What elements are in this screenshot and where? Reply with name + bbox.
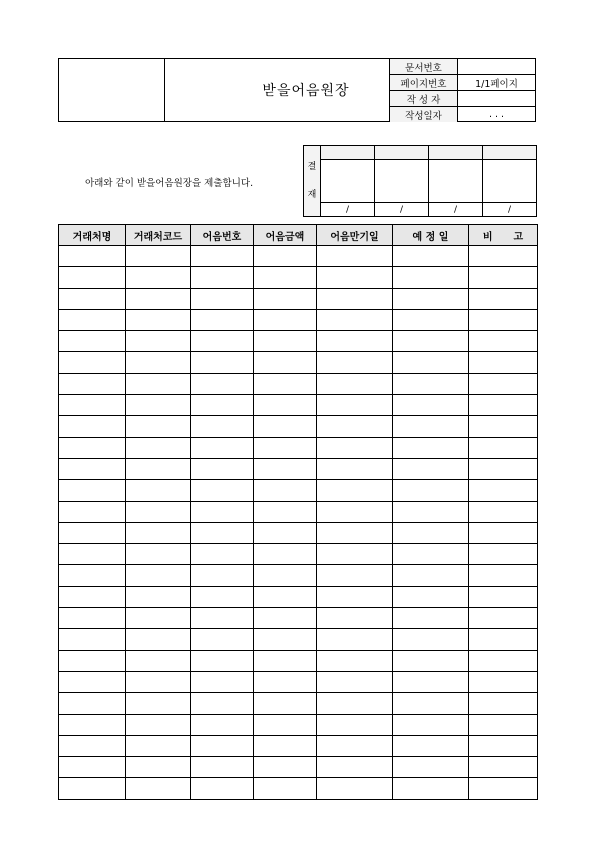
table-row [59, 629, 538, 650]
column-header-note-number: 어음번호 [191, 225, 254, 246]
approval-date-cell[interactable]: / [483, 203, 537, 217]
table-cell[interactable] [126, 458, 191, 479]
table-cell[interactable] [191, 331, 254, 352]
meta-label: 작 성 자 [390, 91, 458, 107]
table-cell[interactable] [393, 309, 469, 330]
table-cell[interactable] [59, 522, 126, 543]
table-cell[interactable] [317, 522, 393, 543]
table-cell[interactable] [254, 246, 317, 267]
table-cell[interactable] [59, 608, 126, 629]
table-cell[interactable] [254, 650, 317, 671]
table-cell[interactable] [59, 565, 126, 586]
table-cell[interactable] [126, 586, 191, 607]
ledger-table [58, 224, 538, 800]
table-cell[interactable] [59, 714, 126, 735]
table-cell[interactable] [469, 288, 538, 309]
table-cell[interactable] [393, 629, 469, 650]
table-cell[interactable] [393, 416, 469, 437]
approval-side-top: 결 [307, 162, 317, 172]
table-row [59, 735, 538, 756]
table-cell[interactable] [393, 501, 469, 522]
table-cell[interactable] [469, 586, 538, 607]
table-cell[interactable] [126, 416, 191, 437]
table-cell[interactable] [469, 671, 538, 692]
column-header-client-name: 거래처명 [59, 225, 126, 246]
table-row [59, 373, 538, 394]
table-cell[interactable] [469, 522, 538, 543]
approval-date-cell[interactable]: / [321, 203, 375, 217]
table-cell[interactable] [317, 693, 393, 714]
table-cell[interactable] [191, 458, 254, 479]
table-cell[interactable] [393, 458, 469, 479]
meta-row [390, 59, 536, 75]
table-row [59, 565, 538, 586]
table-cell[interactable] [254, 735, 317, 756]
table-cell[interactable] [126, 522, 191, 543]
table-row [59, 693, 538, 714]
table-cell[interactable] [317, 629, 393, 650]
table-cell[interactable] [254, 586, 317, 607]
table-cell[interactable] [393, 288, 469, 309]
table-cell[interactable] [254, 522, 317, 543]
table-cell[interactable] [393, 544, 469, 565]
meta-label: 작성일자 [390, 107, 458, 123]
table-cell[interactable] [393, 565, 469, 586]
table-row [59, 544, 538, 565]
meta-value-doc-number[interactable] [458, 59, 536, 75]
table-cell[interactable] [317, 586, 393, 607]
table-row [59, 608, 538, 629]
table-cell[interactable] [393, 522, 469, 543]
approver-title-cell[interactable] [483, 146, 537, 160]
ledger-header-row [59, 225, 538, 246]
table-cell[interactable] [191, 373, 254, 394]
table-cell[interactable] [191, 544, 254, 565]
table-cell[interactable] [469, 629, 538, 650]
table-cell[interactable] [126, 331, 191, 352]
table-cell[interactable] [469, 778, 538, 799]
table-cell[interactable] [59, 671, 126, 692]
table-cell[interactable] [59, 693, 126, 714]
table-cell[interactable] [254, 565, 317, 586]
table-cell[interactable] [59, 480, 126, 501]
table-cell[interactable] [254, 714, 317, 735]
table-cell[interactable] [469, 480, 538, 501]
table-cell[interactable] [191, 735, 254, 756]
table-cell[interactable] [317, 714, 393, 735]
table-cell[interactable] [254, 458, 317, 479]
table-cell[interactable] [254, 352, 317, 373]
table-cell[interactable] [254, 331, 317, 352]
table-cell[interactable] [469, 352, 538, 373]
table-cell[interactable] [254, 267, 317, 288]
meta-row [390, 75, 536, 91]
document-meta-table [389, 59, 535, 122]
table-cell[interactable] [317, 501, 393, 522]
table-cell[interactable] [126, 267, 191, 288]
table-cell[interactable] [469, 565, 538, 586]
table-cell[interactable] [469, 714, 538, 735]
logo-area [59, 59, 165, 121]
table-cell[interactable] [191, 246, 254, 267]
table-cell[interactable] [191, 671, 254, 692]
table-cell[interactable] [59, 735, 126, 756]
table-cell[interactable] [469, 458, 538, 479]
table-cell[interactable] [317, 650, 393, 671]
meta-value-date[interactable]: . . . [458, 107, 536, 123]
table-cell[interactable] [126, 693, 191, 714]
table-cell[interactable] [469, 544, 538, 565]
table-cell[interactable] [393, 693, 469, 714]
table-cell[interactable] [469, 501, 538, 522]
table-cell[interactable] [191, 693, 254, 714]
table-cell[interactable] [317, 352, 393, 373]
table-row [59, 267, 538, 288]
table-cell[interactable] [191, 352, 254, 373]
table-row [59, 309, 538, 330]
table-row [59, 246, 538, 267]
table-cell[interactable] [254, 288, 317, 309]
table-cell[interactable] [393, 778, 469, 799]
table-row [59, 395, 538, 416]
table-cell[interactable] [317, 608, 393, 629]
table-cell[interactable] [126, 480, 191, 501]
table-row [59, 458, 538, 479]
table-cell[interactable] [254, 437, 317, 458]
table-cell[interactable] [254, 416, 317, 437]
column-header-client-code: 거래처코드 [126, 225, 191, 246]
table-cell[interactable] [254, 395, 317, 416]
table-cell[interactable] [393, 650, 469, 671]
table-cell[interactable] [393, 267, 469, 288]
table-cell[interactable] [254, 608, 317, 629]
table-cell[interactable] [393, 437, 469, 458]
table-cell[interactable] [469, 416, 538, 437]
table-cell[interactable] [126, 395, 191, 416]
table-row [59, 522, 538, 543]
table-cell[interactable] [126, 757, 191, 778]
table-cell[interactable] [59, 309, 126, 330]
approver-title-cell[interactable] [321, 146, 375, 160]
table-cell[interactable] [317, 437, 393, 458]
table-cell[interactable] [317, 246, 393, 267]
table-row [59, 650, 538, 671]
table-cell[interactable] [254, 544, 317, 565]
table-cell[interactable] [59, 373, 126, 394]
table-cell[interactable] [59, 501, 126, 522]
table-cell[interactable] [317, 309, 393, 330]
table-row [59, 480, 538, 501]
table-cell[interactable] [191, 757, 254, 778]
table-cell[interactable] [191, 650, 254, 671]
meta-row [390, 91, 536, 107]
table-cell[interactable] [59, 650, 126, 671]
ledger-body [59, 246, 538, 800]
table-row [59, 437, 538, 458]
table-cell[interactable] [191, 395, 254, 416]
table-cell[interactable] [393, 373, 469, 394]
table-cell[interactable] [191, 309, 254, 330]
signature-cell[interactable] [483, 160, 537, 203]
table-cell[interactable] [59, 544, 126, 565]
table-cell[interactable] [191, 565, 254, 586]
table-cell[interactable] [191, 267, 254, 288]
table-cell[interactable] [393, 608, 469, 629]
table-cell[interactable] [126, 501, 191, 522]
approval-date-cell[interactable]: / [375, 203, 429, 217]
table-row [59, 671, 538, 692]
table-cell[interactable] [191, 778, 254, 799]
table-cell[interactable] [191, 629, 254, 650]
table-cell[interactable] [59, 246, 126, 267]
column-header-scheduled-date: 예 정 일 [393, 225, 469, 246]
table-cell[interactable] [317, 757, 393, 778]
table-cell[interactable] [317, 458, 393, 479]
table-cell[interactable] [254, 373, 317, 394]
table-cell[interactable] [191, 480, 254, 501]
table-cell[interactable] [254, 778, 317, 799]
table-cell[interactable] [191, 437, 254, 458]
table-cell[interactable] [126, 565, 191, 586]
approver-title-cell[interactable] [375, 146, 429, 160]
table-cell[interactable] [393, 352, 469, 373]
table-cell[interactable] [469, 757, 538, 778]
table-cell[interactable] [469, 373, 538, 394]
table-cell[interactable] [191, 522, 254, 543]
table-row [59, 331, 538, 352]
table-cell[interactable] [191, 586, 254, 607]
table-cell[interactable] [59, 288, 126, 309]
table-cell[interactable] [254, 309, 317, 330]
table-cell[interactable] [254, 480, 317, 501]
table-cell[interactable] [59, 395, 126, 416]
table-cell[interactable] [191, 416, 254, 437]
table-cell[interactable] [254, 693, 317, 714]
table-row [59, 352, 538, 373]
table-cell[interactable] [469, 246, 538, 267]
table-cell[interactable] [317, 267, 393, 288]
table-row [59, 288, 538, 309]
column-header-remarks: 비 고 [469, 225, 538, 246]
table-row [59, 416, 538, 437]
document-header [58, 58, 536, 122]
table-cell[interactable] [393, 246, 469, 267]
table-cell[interactable] [126, 735, 191, 756]
table-cell[interactable] [254, 629, 317, 650]
table-cell[interactable] [393, 331, 469, 352]
table-cell[interactable] [469, 331, 538, 352]
table-cell[interactable] [59, 458, 126, 479]
table-cell[interactable] [254, 501, 317, 522]
table-cell[interactable] [59, 352, 126, 373]
table-cell[interactable] [393, 671, 469, 692]
table-cell[interactable] [317, 373, 393, 394]
table-row [59, 757, 538, 778]
table-cell[interactable] [393, 480, 469, 501]
table-cell[interactable] [469, 608, 538, 629]
table-cell[interactable] [59, 331, 126, 352]
table-cell[interactable] [59, 757, 126, 778]
table-cell[interactable] [393, 714, 469, 735]
table-cell[interactable] [317, 544, 393, 565]
table-cell[interactable] [254, 671, 317, 692]
table-cell[interactable] [393, 735, 469, 756]
meta-value-page-number: 1/1페이지 [458, 75, 536, 91]
table-cell[interactable] [393, 757, 469, 778]
table-cell[interactable] [317, 288, 393, 309]
table-cell[interactable] [393, 586, 469, 607]
table-cell[interactable] [126, 373, 191, 394]
table-cell[interactable] [59, 416, 126, 437]
table-cell[interactable] [317, 735, 393, 756]
table-cell[interactable] [126, 309, 191, 330]
table-cell[interactable] [317, 331, 393, 352]
table-cell[interactable] [126, 629, 191, 650]
table-cell[interactable] [59, 586, 126, 607]
table-cell[interactable] [254, 757, 317, 778]
meta-value-author[interactable] [458, 91, 536, 107]
table-cell[interactable] [317, 395, 393, 416]
table-cell[interactable] [59, 267, 126, 288]
approval-date-cell[interactable]: / [429, 203, 483, 217]
submission-statement: 아래와 같이 받을어음원장을 제출합니다. [85, 178, 254, 189]
table-row [59, 714, 538, 735]
signature-cell[interactable] [429, 160, 483, 203]
approval-box [303, 145, 537, 217]
table-cell[interactable] [469, 693, 538, 714]
column-header-maturity-date: 어음만기일 [317, 225, 393, 246]
approval-side-bottom: 재 [307, 190, 317, 200]
table-cell[interactable] [126, 650, 191, 671]
document-title: 받을어음원장 [262, 83, 350, 99]
table-cell[interactable] [191, 714, 254, 735]
table-cell[interactable] [469, 437, 538, 458]
table-row [59, 586, 538, 607]
table-cell[interactable] [317, 671, 393, 692]
table-cell[interactable] [317, 416, 393, 437]
table-cell[interactable] [126, 437, 191, 458]
approval-side-label [304, 146, 321, 217]
table-cell[interactable] [126, 608, 191, 629]
table-cell[interactable] [126, 246, 191, 267]
signature-cell[interactable] [375, 160, 429, 203]
table-cell[interactable] [469, 650, 538, 671]
table-cell[interactable] [191, 288, 254, 309]
table-cell[interactable] [126, 544, 191, 565]
table-cell[interactable] [126, 352, 191, 373]
approver-title-cell[interactable] [429, 146, 483, 160]
table-row [59, 778, 538, 799]
meta-row [390, 107, 536, 123]
table-cell[interactable] [469, 735, 538, 756]
table-cell[interactable] [469, 395, 538, 416]
meta-label: 페이지번호 [390, 75, 458, 91]
table-cell[interactable] [191, 608, 254, 629]
table-cell[interactable] [317, 565, 393, 586]
table-cell[interactable] [469, 309, 538, 330]
table-cell[interactable] [126, 671, 191, 692]
table-cell[interactable] [59, 437, 126, 458]
table-cell[interactable] [191, 501, 254, 522]
table-cell[interactable] [393, 395, 469, 416]
table-cell[interactable] [59, 778, 126, 799]
table-cell[interactable] [126, 288, 191, 309]
meta-label: 문서번호 [390, 59, 458, 75]
table-cell[interactable] [317, 778, 393, 799]
signature-cell[interactable] [321, 160, 375, 203]
table-cell[interactable] [126, 714, 191, 735]
table-cell[interactable] [59, 629, 126, 650]
table-cell[interactable] [126, 778, 191, 799]
table-row [59, 501, 538, 522]
table-cell[interactable] [469, 267, 538, 288]
column-header-note-amount: 어음금액 [254, 225, 317, 246]
table-cell[interactable] [317, 480, 393, 501]
